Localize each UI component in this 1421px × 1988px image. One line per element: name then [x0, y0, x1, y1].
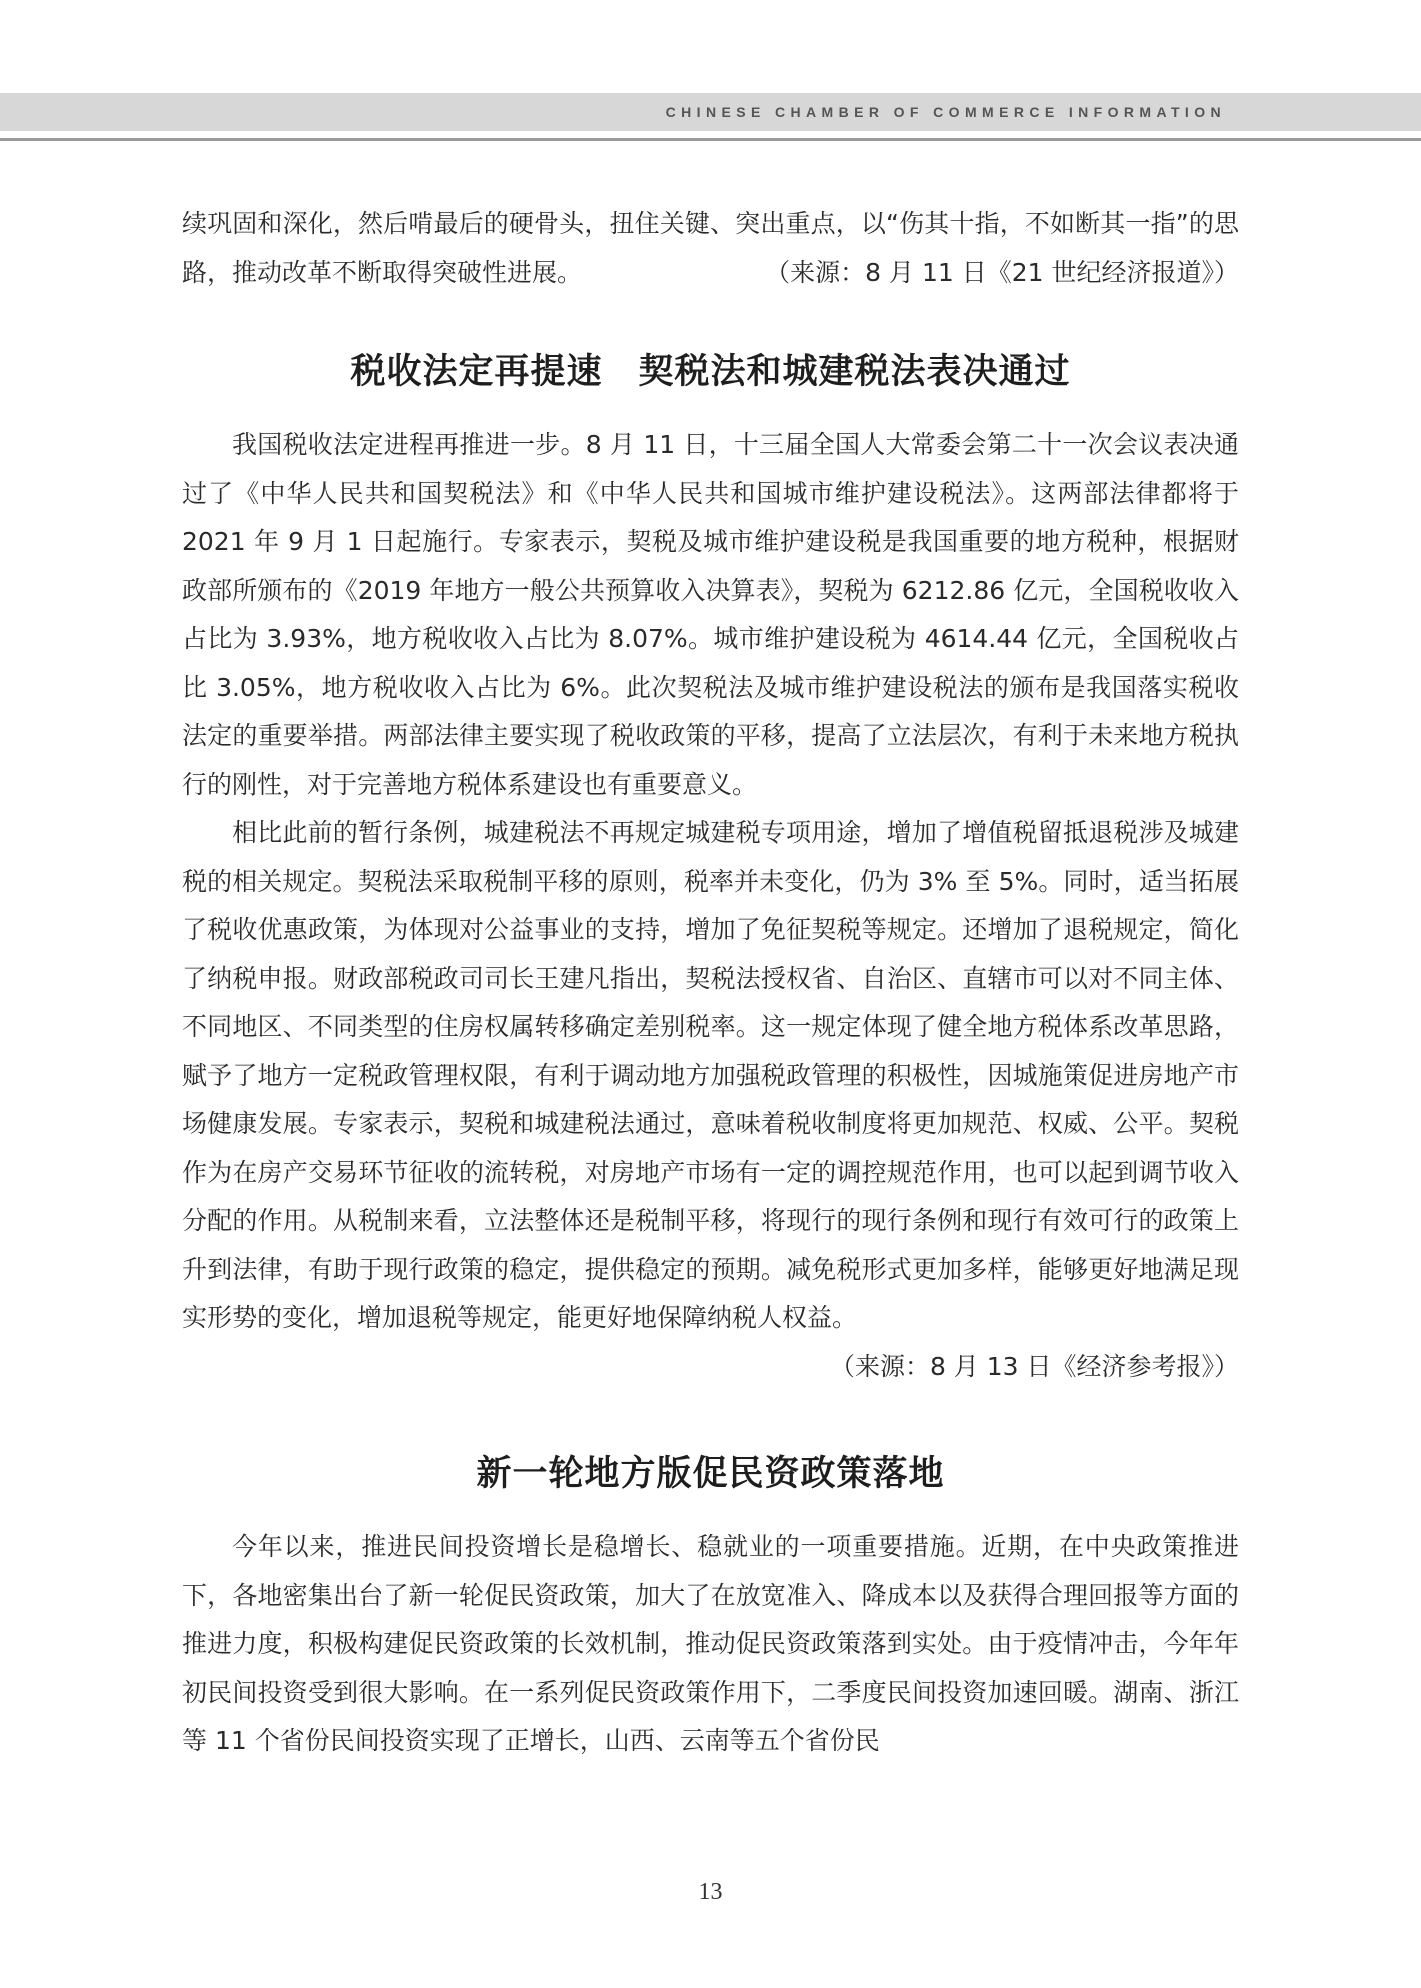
article-1-title: 税收法定再提速 契税法和城建税法表决通过	[350, 352, 1071, 392]
article-1-source: （来源：8 月 13 日《经济参考报》）	[829, 1351, 1239, 1381]
page-content	[182, 200, 1239, 1766]
article-2-paragraph-1: 今年以来，推进民间投资增长是稳增长、稳就业的一项重要措施。近期，在中央政策推进下，各地密集出台了新一轮促民资政策，加大了在放宽准入、降成本以及获得合理回报等方面的推进力度，积极构建促民资政策的长效机制，推动促民资政策落到实处。由于疫情冲击，今年年初民间投资受到很大影响。在一系列促民资政策作用下，二季度民间投资加速回暖。湖南、浙江等 11 个省份民间投资实现了正增长，山西、云南等五个省份民	[182, 1532, 1239, 1755]
intro-paragraph	[182, 200, 1239, 297]
article-1-paragraph-2	[182, 809, 1239, 1381]
article-1-paragraph-2-text: 相比此前的暂行条例，城建税法不再规定城建税专项用途，增加了增值税留抵退税涉及城建税的相关规定。契税法采取税制平移的原则，税率并未变化，仍为 3% 至 5%。同时，适当拓展了税收优惠政策，为体现对公益事业的支持，增加了免征契税等规定。还增加了退税规定，简化了纳税申报。财政部税政司司长王建凡指出，契税法授权省、自治区、直辖市可以对不同主体、不同地区、不同类型的住房权属转移确定差别税率。这一规定体现了健全地方税体系改革思路，赋予了地方一定税政管理权限，有利于调动地方加强税政管理的积极性，因城施策促进房地产市场健康发展。专家表示，契税和城建税法通过，意味着税收制度将更加规范、权威、公平。契税作为在房产交易环节征收的流转税，对房地产市场有一定的调控规范作用，也可以起到调节收入分配的作用。从税制来看，立法整体还是税制平移，将现行的现行条例和现行有效可行的政策上升到法律，有助于现行政策的稳定，提供稳定的预期。减免税形式更加多样，能够更好地满足现实形势的变化，增加退税等规定，能更好地保障纳税人权益。	[182, 818, 1239, 1332]
running-header-title: CHINESE CHAMBER OF COMMERCE INFORMATION	[665, 104, 1226, 120]
intro-text: 续巩固和深化，然后啃最后的硬骨头，扭住关键、突出重点，以“伤其十指，不如断其一指”的思路，推动改革不断取得突破性进展。	[182, 209, 1239, 287]
intro-source: （来源：8 月 11 日《21 世纪经济报道》）	[765, 257, 1239, 287]
article-1-paragraph-1: 我国税收法定进程再推进一步。8 月 11 日，十三届全国人大常委会第二十一次会议表决通过了《中华人民共和国契税法》和《中华人民共和国城市维护建设税法》。这两部法律都将于 2021 年 9 月 1 日起施行。专家表示，契税及城市维护建设税是我国重要的地方税种，根据财政部所颁布的《2019 年地方一般公共预算收入决算表》，契税为 6212.86 亿元，全国税收收入占比为 3.93%，地方税收收入占比为 8.07%。城市维护建设税为 4614.44 亿元，全国税收占比 3.05%，地方税收收入占比为 6%。此次契税法及城市维护建设税法的颁布是我国落实税收法定的重要举措。两部法律主要实现了税收政策的平移，提高了立法层次，有利于未来地方税执行的刚性，对于完善地方税体系建设也有重要意义。	[182, 430, 1239, 799]
article-2-title: 新一轮地方版促民资政策落地	[476, 1454, 945, 1494]
header-divider	[0, 138, 1421, 141]
running-header-band	[0, 93, 1421, 131]
page-number: 13	[698, 1879, 723, 1905]
